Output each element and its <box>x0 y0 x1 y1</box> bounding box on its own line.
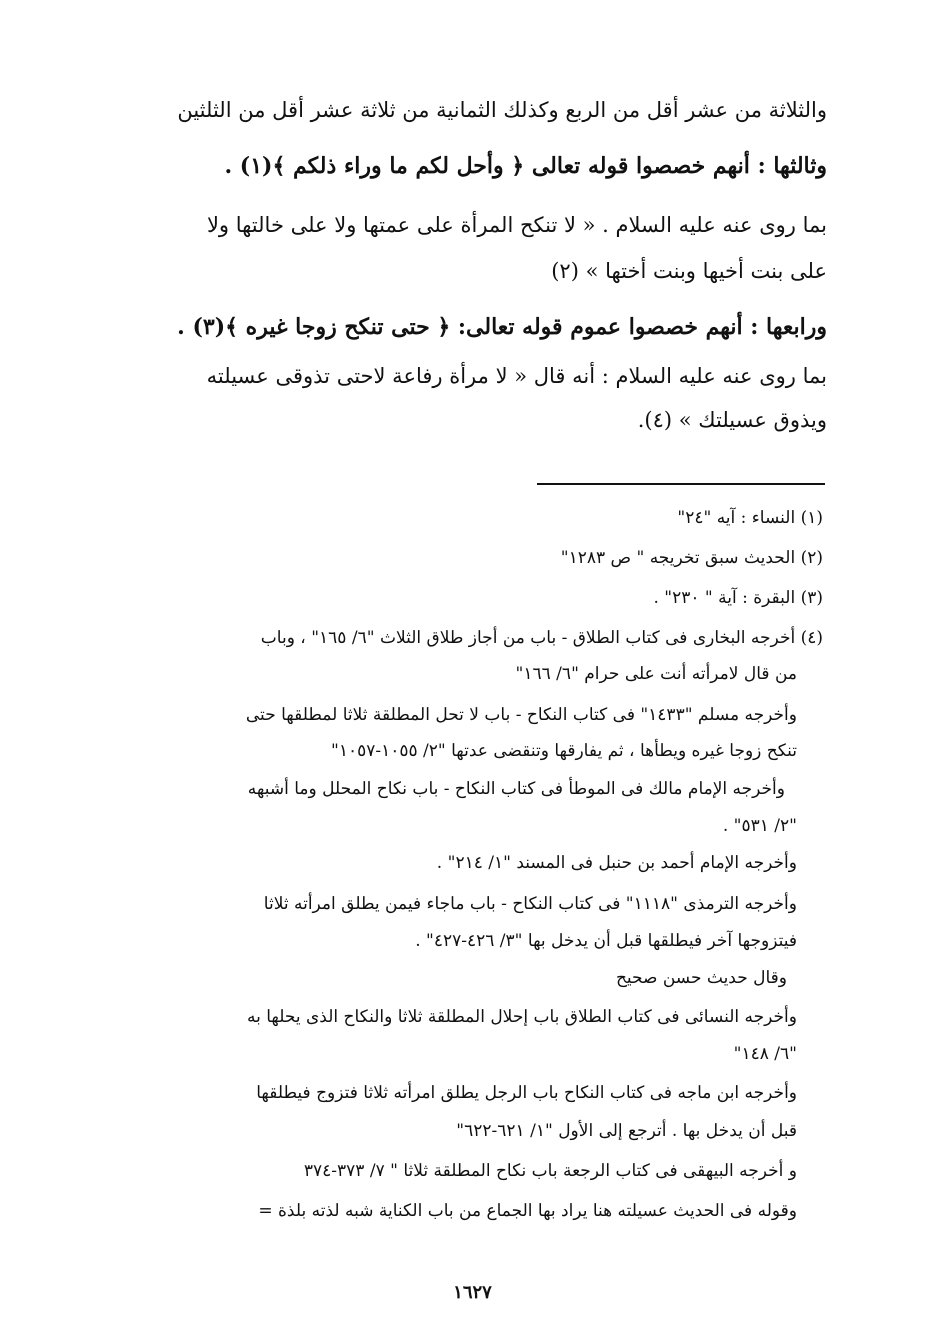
body-line-7: ويذوق عسيلتك » (٤). <box>637 408 827 432</box>
body-line-1: والثلاثة من عشر أقل من الربع وكذلك الثمانية من ثلاثة عشر أقل من الثلثين <box>177 98 827 122</box>
footnote-4-line-13: وأخرجه ابن ماجه فى كتاب النكاح باب الرجل يطلق امرأته ثلاثا فتزوج فيطلقها <box>256 1083 797 1103</box>
footnote-3: (٣) البقرة : آية " ٢٣٠" . <box>653 588 823 608</box>
footnote-4-line-9: فيتزوجها آخر فيطلقها قبل أن يدخل بها "٣/ ٤٢٦-٤٢٧" . <box>415 931 797 951</box>
body-line-4: على بنت أخيها وبنت أختها » (٢) <box>551 259 827 283</box>
footnote-4-line-11: وأخرجه النسائى فى كتاب الطلاق باب إحلال المطلقة ثلاثا والنكاح الذى يحلها به <box>246 1007 797 1027</box>
footnote-4-line-2: من قال لامرأته أنت على حرام "٦/ ١٦٦" <box>515 664 797 684</box>
footnote-4-line-6: "٢/ ٥٣١" . <box>722 816 797 836</box>
footnote-4-line-15: و أخرجه البيهقى فى كتاب الرجعة باب نكاح المطلقة ثلاثا " ٧/ ٣٧٣-٣٧٤ <box>303 1161 797 1181</box>
footnote-4-line-12: "٦/ ١٤٨" <box>733 1044 797 1064</box>
footnote-4-line-14: قبل أن يدخل بها . أترجع إلى الأول "١/ ٦٢١-٦٢٢" <box>456 1121 797 1141</box>
footnote-4-line-4: تنكح زوجا غيره ويطأها ، ثم يفارقها وتنقضى عدتها "٢/ ١٠٥٥-١٠٥٧" <box>330 741 797 761</box>
page-number: ١٦٢٧ <box>453 1282 492 1303</box>
footnote-4-line-5: وأخرجه الإمام مالك فى الموطأ فى كتاب النكاح - باب نكاح المحلل وما أشبهه <box>247 779 785 799</box>
footnote-4-line-1: (٤) أخرجه البخارى فى كتاب الطلاق - باب من أجاز طلاق الثلاث "٦/ ١٦٥" ، وباب <box>260 628 823 648</box>
body-line-3: بما روى عنه عليه السلام . « لا تنكح المرأة على عمتها ولا على خالتها ولا <box>206 213 827 237</box>
footnote-1: (١) النساء : آيه "٢٤" <box>677 508 823 528</box>
footnote-4-line-16: وقوله فى الحديث عسيلته هنا يراد بها الجماع من باب الكناية شبه لذته بلذة = <box>258 1201 797 1221</box>
footnote-4-line-8: وأخرجه الترمذى "١١١٨" فى كتاب النكاح - باب ماجاء فيمن يطلق امرأته ثلاثا <box>263 894 797 914</box>
body-line-2: وثالثها : أنهم خصصوا قوله تعالى ﴿ وأحل لكم ما وراء ذلكم ﴾(١) . <box>224 153 827 179</box>
footnote-2: (٢) الحديث سبق تخريجه " ص ١٢٨٣" <box>560 548 823 568</box>
footnote-separator <box>537 483 825 485</box>
footnote-4-line-10: وقال حديث حسن صحيح <box>615 968 787 988</box>
body-line-5: ورابعها : أنهم خصصوا عموم قوله تعالى: ﴿ حتى تنكح زوجا غيره ﴾(٣) . <box>177 314 827 340</box>
footnote-4-line-3: وأخرجه مسلم "١٤٣٣" فى كتاب النكاح - باب لا تحل المطلقة ثلاثا لمطلقها حتى <box>245 705 797 725</box>
footnote-4-line-7: وأخرجه الإمام أحمد بن حنبل فى المسند "١/ ٢١٤" . <box>436 853 797 873</box>
body-line-6: بما روى عنه عليه السلام : أنه قال « لا مرأة رفاعة لاحتى تذوقى عسيلته <box>206 364 827 388</box>
